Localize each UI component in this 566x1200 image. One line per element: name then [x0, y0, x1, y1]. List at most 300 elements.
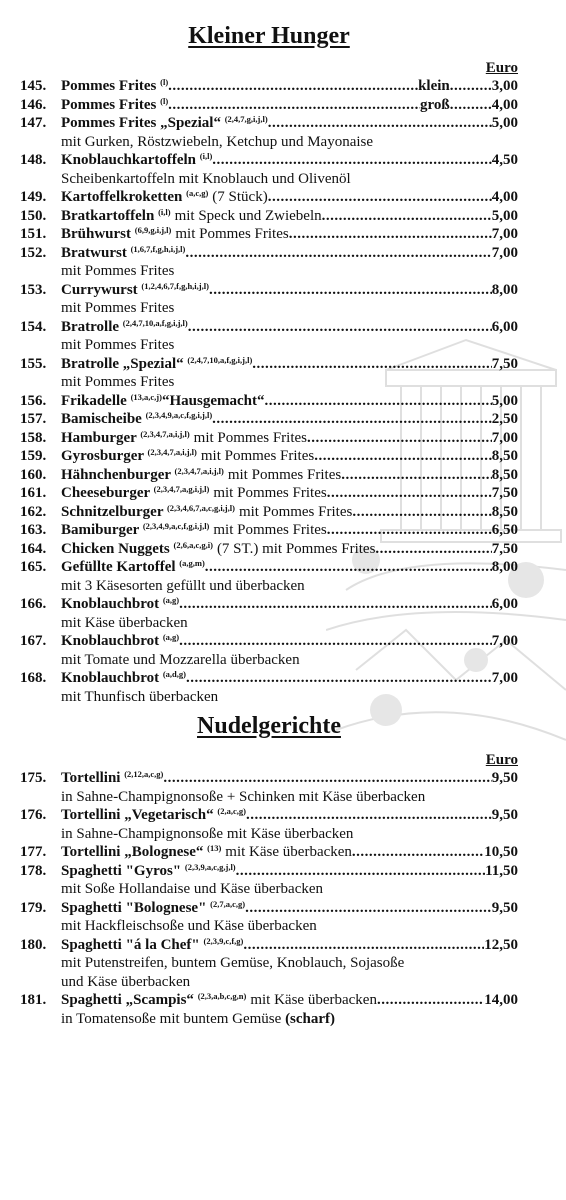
leader-dots: [264, 392, 491, 411]
item-extra: mit Käse überbacken: [250, 992, 377, 1008]
item-name: Knoblauchbrot: [61, 670, 160, 686]
item-description-text: mit Pommes Frites: [61, 300, 175, 316]
menu-item-line: [20, 207, 518, 226]
item-price: 7,00: [491, 633, 518, 649]
menu-section: [20, 712, 518, 1028]
leader-dots: [246, 806, 492, 825]
item-price: 5,00: [491, 115, 518, 131]
item-price: 9,50: [491, 807, 518, 823]
item-name-block: [61, 540, 213, 559]
section-title: Nudelgerichte: [197, 713, 341, 739]
menu-item: [20, 521, 518, 540]
allergen-codes: (2,3,4,6,7,a,c,g,i,j,l): [166, 502, 235, 513]
leader-dots: [252, 355, 491, 374]
item-description-text: mit Putenstreifen, buntem Gemüse, Knoblauch, Sojasoße: [61, 955, 405, 971]
menu-item-line: [20, 77, 518, 96]
item-name-block: [61, 355, 252, 374]
item-price: 7,00: [491, 244, 518, 261]
allergen-codes: (2,3,4,9,a,c,f,g,i,j,l): [145, 410, 213, 420]
menu-item: [20, 429, 518, 448]
item-number: 152.: [20, 244, 47, 261]
allergen-codes: (i,l): [158, 206, 171, 217]
item-description: [20, 917, 518, 936]
allergen-codes: (2,3,4,9,a,c,f,g,i,j,l): [142, 521, 210, 531]
leader-dots: [179, 632, 492, 651]
menu-item-line: [20, 281, 518, 300]
item-description-text: mit Pommes Frites: [61, 337, 175, 353]
item-description-text: mit Soße Hollandaise und Käse überbacken: [61, 881, 324, 897]
item-number: 149.: [20, 189, 47, 205]
item-number: 165.: [20, 559, 47, 575]
item-extra: mit Pommes Frites: [238, 503, 353, 520]
item-number: 164.: [20, 540, 47, 557]
item-description: [20, 577, 518, 596]
item-description-text: in Sahne-Champignonsoße mit Käse überbacken: [61, 825, 354, 842]
item-description: [20, 651, 518, 670]
menu-item-line: [20, 244, 518, 263]
item-name: Cheeseburger: [61, 485, 150, 501]
item-size: groß: [420, 96, 450, 113]
item-price: 7,50: [491, 540, 518, 557]
section-title: Kleiner Hunger: [188, 23, 350, 49]
menu-item: [20, 77, 518, 96]
allergen-codes: (a,d,g): [162, 669, 186, 679]
currency-label: Euro: [485, 60, 518, 76]
allergen-codes: (2,3,4,7,a,g,i,j,l): [153, 484, 210, 494]
item-name: Pommes Frites: [61, 96, 157, 113]
item-price: 7,50: [491, 355, 518, 372]
allergen-codes: (a,g): [162, 632, 180, 642]
item-extra: mit Speck und Zwiebeln: [174, 207, 322, 224]
item-name: Gefüllte Kartoffel: [61, 559, 176, 575]
leader-dots: [352, 843, 484, 862]
item-number: 178.: [20, 862, 47, 879]
item-number: 181.: [20, 992, 47, 1008]
item-size: klein: [418, 78, 450, 94]
item-extra: mit Pommes Frites: [213, 522, 327, 538]
item-price: 7,00: [491, 226, 518, 242]
item-extra: mit Pommes Frites: [200, 448, 315, 464]
allergen-codes: (2,3,4,7,a,i,j,l): [140, 428, 190, 439]
menu-item-line: [20, 318, 518, 337]
menu-item-line: [20, 899, 518, 918]
item-price: 12,50: [484, 936, 518, 953]
item-name: Bratrolle: [61, 318, 120, 335]
leader-dots: [327, 521, 492, 540]
item-name: Tortellini „Bolognese“: [61, 844, 204, 860]
allergen-codes: (2,12,a,c,g): [124, 769, 164, 779]
item-name: Hamburger: [61, 429, 137, 446]
menu-item-line: [20, 595, 518, 614]
item-description-text: mit Thunfisch überbacken: [61, 688, 219, 705]
leader-dots: [168, 96, 420, 115]
allergen-codes: (1,6,7,f,g,h,i,j,l): [130, 243, 186, 254]
item-number: 159.: [20, 448, 47, 464]
currency-label: Euro: [485, 752, 518, 768]
item-name-block: [61, 429, 190, 448]
leader-dots: [268, 114, 492, 133]
allergen-codes: (1,2,4,6,7,f,g,h,i,j,l): [141, 280, 209, 291]
leader-dots: [377, 991, 484, 1010]
item-name: Hähnchenburger: [61, 466, 171, 483]
item-price: 4,00: [491, 96, 518, 113]
item-description-text: in Tomatensoße mit buntem Gemüse: [61, 1010, 282, 1027]
leader-dots: [186, 669, 492, 688]
item-number: 153.: [20, 281, 47, 298]
menu-item: [20, 843, 518, 862]
item-name-block: [61, 669, 186, 688]
item-price: 8,00: [491, 281, 518, 298]
item-number: 161.: [20, 485, 47, 501]
leader-dots: [341, 466, 492, 485]
item-extra: (7 Stück): [212, 189, 268, 205]
item-name: Frikadelle: [61, 392, 127, 409]
item-name: Knoblauchkartoffeln: [61, 152, 197, 168]
item-name-block: [61, 899, 245, 918]
allergen-codes: (13): [207, 843, 222, 853]
menu-item-line: [20, 429, 518, 448]
item-name: Schnitzelburger: [61, 503, 164, 520]
item-price: 9,50: [491, 770, 518, 786]
menu-item: [20, 151, 518, 188]
allergen-codes: (a,g,m): [179, 558, 205, 568]
menu-item-line: [20, 225, 518, 244]
item-name-block: [61, 318, 188, 337]
allergen-codes: (2,7,a,c,g): [210, 898, 246, 909]
item-number: 180.: [20, 936, 47, 953]
leader-dots: [179, 595, 492, 614]
item-description: [20, 133, 518, 152]
allergen-codes: (a,c,g): [186, 188, 209, 198]
item-description: [20, 954, 518, 973]
item-price: 8,50: [491, 448, 518, 464]
item-name-block: [61, 936, 243, 955]
item-number: 158.: [20, 429, 47, 446]
allergen-codes: (2,3,9,a,c,g,j,l): [184, 861, 236, 872]
item-name: Bratkartoffeln: [61, 207, 155, 224]
menu-item: [20, 936, 518, 992]
leader-dots: [212, 151, 491, 170]
item-name-block: [61, 77, 168, 96]
item-price: 6,50: [491, 522, 518, 538]
spicy-label: (scharf): [285, 1010, 336, 1027]
menu-item: [20, 318, 518, 355]
menu-item-line: [20, 843, 518, 862]
item-description-text: mit Pommes Frites: [61, 374, 175, 390]
item-number: 146.: [20, 96, 47, 113]
leader-dots: [289, 225, 492, 244]
menu-item-line: [20, 540, 518, 559]
item-extra: mit Pommes Frites: [193, 429, 307, 446]
leader-dots: [188, 318, 492, 337]
allergen-codes: (2,4,7,g,i,j,l): [224, 114, 268, 124]
allergen-codes: (2,4,7,10,a,f,g,i,j,l): [122, 317, 188, 328]
menu-item-line: [20, 521, 518, 540]
item-name-block: [61, 188, 208, 207]
item-price: 9,50: [491, 899, 518, 916]
item-name: Knoblauchbrot: [61, 633, 160, 649]
menu-item: [20, 484, 518, 503]
leader-dots: [327, 484, 492, 503]
item-description: [20, 825, 518, 844]
item-name-block: [61, 151, 212, 170]
item-description-text: mit 3 Käsesorten gefüllt und überbacken: [61, 577, 305, 594]
allergen-codes: (13,a,c,j): [130, 391, 162, 402]
item-description: [20, 373, 518, 392]
item-name-block: [61, 114, 268, 133]
item-price: 11,50: [485, 862, 518, 879]
item-price: 4,00: [491, 189, 518, 205]
menu-item-line: [20, 503, 518, 522]
menu-item: [20, 225, 518, 244]
item-name: Gyrosburger: [61, 448, 144, 464]
item-name-block: [61, 466, 224, 485]
item-number: 160.: [20, 466, 47, 483]
item-extra: “Hausgemacht“: [161, 392, 265, 409]
menu-item: [20, 540, 518, 559]
item-name-block: [61, 244, 185, 263]
item-name-block: [61, 410, 212, 429]
menu-item: [20, 991, 518, 1028]
item-name-block: [61, 806, 246, 825]
menu-item-line: [20, 769, 518, 788]
item-name-block: [61, 225, 171, 244]
item-price: 3,00: [491, 78, 518, 94]
item-name-block: [61, 521, 209, 540]
menu-item-line: [20, 188, 518, 207]
allergen-codes: (2,3,9,c,f,g): [203, 935, 244, 946]
leader-dots: [243, 936, 484, 955]
item-name: Pommes Frites: [61, 78, 157, 94]
menu-item: [20, 466, 518, 485]
item-name-block: [61, 632, 179, 651]
menu-item: [20, 392, 518, 411]
leader-dots: [314, 447, 492, 466]
item-price: 8,00: [491, 559, 518, 575]
menu-item: [20, 410, 518, 429]
item-price: 6,00: [491, 318, 518, 335]
item-name: Tortellini „Vegetarisch“: [61, 807, 214, 823]
menu-item-line: [20, 936, 518, 955]
item-description-text: mit Gurken, Röstzwiebeln, Ketchup und Mayonaise: [61, 133, 374, 150]
item-name-block: [61, 862, 236, 881]
item-number: 154.: [20, 318, 47, 335]
menu-item-line: [20, 355, 518, 374]
item-name: Spaghetti "Gyros": [61, 862, 182, 879]
item-number: 148.: [20, 152, 47, 168]
menu-item: [20, 96, 518, 115]
item-name-block: [61, 503, 235, 522]
item-name-block: [61, 447, 197, 466]
item-name: Bamischeibe: [61, 411, 142, 427]
item-name: Pommes Frites „Spezial“: [61, 115, 221, 131]
item-name-block: [61, 991, 246, 1010]
item-description-text: mit Käse überbacken: [61, 614, 188, 631]
item-price: 4,50: [491, 152, 518, 168]
item-name: Tortellini: [61, 770, 121, 786]
item-name: Bratrolle „Spezial“: [61, 355, 184, 372]
leader-dots: [212, 410, 492, 429]
item-extra: mit Pommes Frites: [213, 485, 327, 501]
leader-dots: [352, 503, 491, 522]
leader-dots: [245, 899, 492, 918]
menu-item-line: [20, 466, 518, 485]
item-description: [20, 299, 518, 318]
leader-dots: [322, 207, 492, 226]
item-description-text: und Käse überbacken: [61, 973, 191, 990]
item-number: 175.: [20, 770, 47, 786]
allergen-codes: (6,9,g,i,j,l): [134, 225, 172, 235]
allergen-codes: (2,a,c,g): [217, 806, 246, 816]
item-description: [20, 688, 518, 707]
menu-item: [20, 632, 518, 669]
leader-dots: [209, 281, 492, 300]
allergen-codes: (2,3,a,b,c,g,n): [197, 991, 247, 1001]
item-number: 155.: [20, 355, 47, 372]
leader-dots: [168, 77, 418, 96]
menu-item-line: [20, 558, 518, 577]
menu-item-line: [20, 447, 518, 466]
item-extra: mit Käse überbacken: [225, 844, 352, 860]
menu-item-line: [20, 484, 518, 503]
menu-item: [20, 669, 518, 706]
item-price: 5,00: [491, 392, 518, 409]
menu-item-line: [20, 96, 518, 115]
item-name: Currywurst: [61, 281, 138, 298]
menu-section: [20, 0, 518, 706]
menu-item-line: [20, 114, 518, 133]
item-name: Spaghetti "á la Chef": [61, 936, 200, 953]
menu-item-line: [20, 410, 518, 429]
item-price: 10,50: [484, 844, 518, 860]
item-price: 8,50: [491, 503, 518, 520]
item-description: [20, 262, 518, 281]
item-description-text: in Sahne-Champignonsoße + Schinken mit Käse überbacken: [61, 788, 426, 805]
menu-item: [20, 355, 518, 392]
item-number: 157.: [20, 411, 47, 427]
menu-item: [20, 188, 518, 207]
item-price: 14,00: [484, 992, 518, 1008]
item-number: 151.: [20, 226, 47, 242]
allergen-codes: (l): [160, 95, 169, 106]
item-extra: mit Pommes Frites: [175, 226, 289, 242]
menu-item: [20, 447, 518, 466]
item-price: 5,00: [491, 207, 518, 224]
item-name-block: [61, 769, 163, 788]
leader-dots: [236, 862, 485, 881]
item-description: [20, 1010, 518, 1029]
leader-dots: [450, 77, 492, 96]
item-description-text: mit Tomate und Mozzarella überbacken: [61, 651, 300, 668]
item-number: 156.: [20, 392, 47, 409]
item-price: 2,50: [491, 411, 518, 427]
menu-item-line: [20, 392, 518, 411]
item-price: 6,00: [491, 596, 518, 612]
item-price: 8,50: [491, 466, 518, 483]
item-number: 166.: [20, 596, 47, 612]
menu-item: [20, 244, 518, 281]
item-name-block: [61, 484, 209, 503]
item-description-text: mit Pommes Frites: [61, 263, 175, 279]
item-number: 179.: [20, 899, 47, 916]
leader-dots: [185, 244, 491, 263]
item-name-block: [61, 843, 221, 862]
item-name-block: [61, 392, 162, 411]
menu-item-line: [20, 806, 518, 825]
item-description: [20, 788, 518, 807]
item-number: 145.: [20, 78, 47, 94]
item-name: Kartoffelkroketten: [61, 189, 183, 205]
menu-item: [20, 899, 518, 936]
menu-item: [20, 595, 518, 632]
menu-item: [20, 558, 518, 595]
item-number: 162.: [20, 503, 47, 520]
allergen-codes: (2,3,4,7,a,i,j,l): [147, 447, 197, 457]
item-name-block: [61, 595, 179, 614]
item-price: 7,00: [491, 429, 518, 446]
menu-item: [20, 207, 518, 226]
item-description: [20, 170, 518, 189]
menu-item: [20, 862, 518, 899]
item-description: [20, 614, 518, 633]
item-number: 147.: [20, 115, 47, 131]
item-name: Knoblauchbrot: [61, 596, 160, 612]
item-name-block: [61, 207, 171, 226]
item-description-text: mit Hackfleischsoße und Käse überbacken: [61, 918, 317, 934]
leader-dots: [205, 558, 492, 577]
item-description-text: Scheibenkartoffeln mit Knoblauch und Olivenöl: [61, 170, 351, 187]
item-name: Spaghetti "Bolognese": [61, 899, 207, 916]
item-price: 7,50: [491, 485, 518, 501]
item-number: 163.: [20, 522, 47, 538]
allergen-codes: (l): [160, 77, 169, 87]
item-extra: mit Pommes Frites: [227, 466, 342, 483]
menu-item-line: [20, 669, 518, 688]
menu-item-line: [20, 991, 518, 1010]
leader-dots: [450, 96, 492, 115]
item-name: Spaghetti „Scampis“: [61, 992, 194, 1008]
item-extra: (7 ST.) mit Pommes Frites: [216, 540, 376, 557]
item-name: Chicken Nuggets: [61, 540, 170, 557]
leader-dots: [375, 540, 491, 559]
item-name: Bamiburger: [61, 522, 140, 538]
item-number: 150.: [20, 207, 47, 224]
item-name: Brühwurst: [61, 226, 132, 242]
allergen-codes: (a,g): [162, 595, 180, 605]
allergen-codes: (2,4,7,10,a,f,g,i,j,l): [187, 354, 253, 365]
menu-item-line: [20, 862, 518, 881]
item-name-block: [61, 558, 205, 577]
menu-item: [20, 503, 518, 522]
menu-item: [20, 769, 518, 806]
item-description: [20, 973, 518, 992]
menu-item: [20, 281, 518, 318]
allergen-codes: (i,l): [199, 151, 213, 161]
item-number: 177.: [20, 844, 47, 860]
item-number: 176.: [20, 807, 47, 823]
allergen-codes: (2,3,4,7,a,i,j,l): [174, 465, 224, 476]
menu-item-line: [20, 632, 518, 651]
item-description: [20, 880, 518, 899]
item-price: 7,00: [491, 670, 518, 686]
item-name-block: [61, 281, 209, 300]
leader-dots: [307, 429, 492, 448]
menu-item-line: [20, 151, 518, 170]
item-number: 168.: [20, 670, 47, 686]
item-name-block: [61, 96, 168, 115]
allergen-codes: (2,6,a,c,g,i): [173, 539, 213, 550]
item-description: [20, 336, 518, 355]
